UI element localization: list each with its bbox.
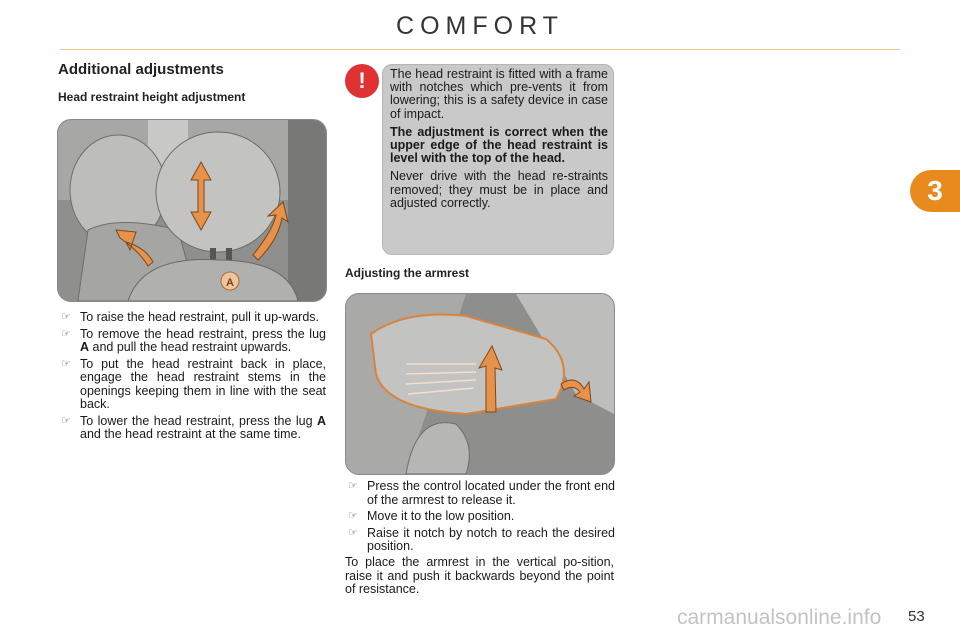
lug-label: A <box>80 340 90 354</box>
armrest-bullets <box>345 480 615 557</box>
armrest-heading: Adjusting the armrest <box>345 266 470 280</box>
pointing-hand-icon: ☞ <box>61 327 71 340</box>
header-divider <box>60 49 900 50</box>
pointing-hand-icon: ☞ <box>348 510 358 522</box>
bullet-text: Press the control located under the front end of the armrest to release it. <box>367 479 615 507</box>
pointing-hand-icon: ☞ <box>348 526 358 539</box>
warning-note-text <box>390 68 608 215</box>
bullet-text: Move it to the low position. <box>367 509 515 523</box>
pointing-hand-icon: ☞ <box>348 480 358 492</box>
page-header-title: COMFORT <box>396 12 564 40</box>
bullet-text: To put the head restraint back in place, engage the head restraint stems in the openings keeping them in line with the seat back. <box>80 356 326 411</box>
page-number: 53 <box>908 608 925 625</box>
list-item <box>345 510 615 524</box>
section-title: Additional adjustments <box>58 61 224 78</box>
head-restraint-figure <box>57 119 327 302</box>
lug-label: A <box>316 413 326 428</box>
bullet-text: To remove the head restraint, press the lug <box>80 326 326 341</box>
chapter-tab[interactable]: 3 <box>910 170 960 212</box>
bullet-text: To raise the head restraint, pull it up-wards. <box>80 310 320 324</box>
list-item <box>58 415 326 442</box>
bullet-text: Raise it notch by notch to reach the desired position. <box>367 525 615 553</box>
warning-paragraph: Never drive with the head re-straints removed; they must be in place and adjusted correctly. <box>390 169 608 210</box>
head-restraint-heading: Head restraint height adjustment <box>58 90 246 104</box>
pointing-hand-icon: ☞ <box>61 357 71 370</box>
warning-paragraph-bold: The adjustment is correct when the upper edge of the head restraint is level with the top of the head. <box>390 124 608 166</box>
list-item <box>58 328 326 355</box>
bullet-text: To lower the head restraint, press the lug <box>80 413 317 428</box>
pointing-hand-icon: ☞ <box>61 311 71 323</box>
exclamation-icon: ! <box>345 64 379 98</box>
lug-a-label: A <box>226 277 234 289</box>
bullet-text: and pull the head restraint upwards. <box>89 340 292 354</box>
pointing-hand-icon: ☞ <box>61 414 71 427</box>
watermark: carmanualsonline.info <box>677 606 882 629</box>
list-item <box>345 480 615 507</box>
head-restraint-bullets <box>58 311 326 445</box>
armrest-paragraph: To place the armrest in the vertical po-sition, raise it and push it backwards beyond the point of resistance. <box>345 555 614 596</box>
warning-paragraph: The head restraint is fitted with a frame with notches which pre-vents it from lowering; this is a safety device in case of impact. <box>390 67 608 121</box>
list-item <box>345 527 615 554</box>
list-item <box>58 358 326 412</box>
armrest-figure <box>345 293 615 475</box>
bullet-text: and the head restraint at the same time. <box>80 427 301 441</box>
list-item <box>58 311 326 325</box>
